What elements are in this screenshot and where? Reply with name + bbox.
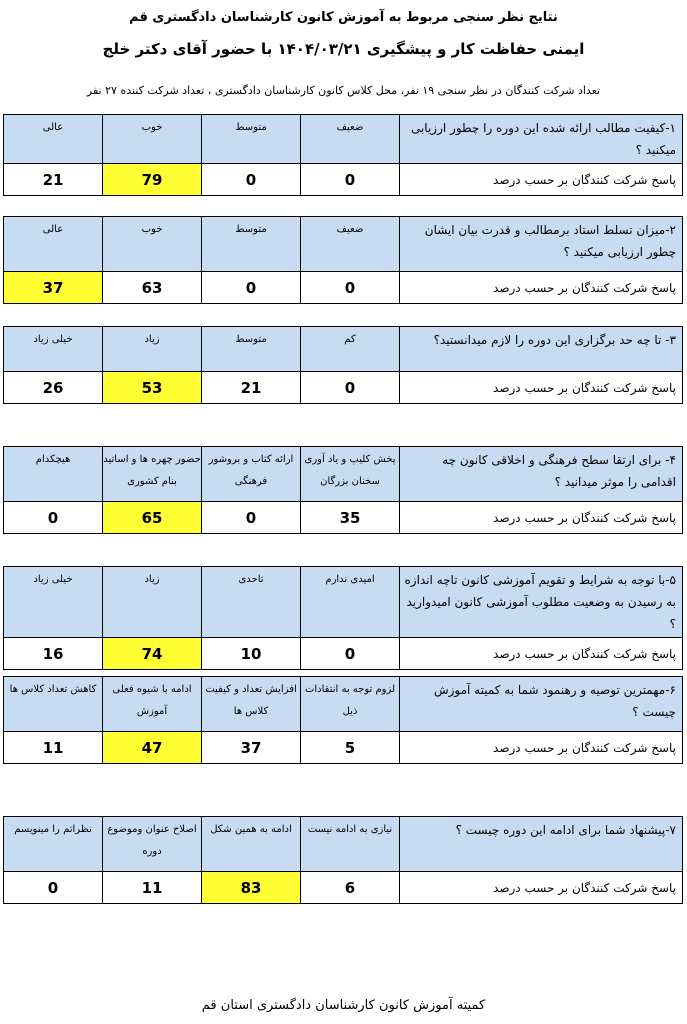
question-text: ۷-پیشنهاد شما برای ادامه این دوره چیست ؟ (400, 817, 683, 872)
option-label: زیاد (103, 327, 202, 372)
option-label: نظراتم را مینویسم (4, 817, 103, 872)
answer-label: پاسخ شرکت کنندگان بر حسب درصد (400, 872, 683, 904)
percent-value: 21 (4, 164, 103, 196)
percent-value: 21 (202, 372, 301, 404)
option-label: ادامه به همین شکل (202, 817, 301, 872)
footer-committee: کمیته آموزش کانون کارشناسان دادگستری استان قم (201, 998, 486, 1013)
highlighted-percent-value: 47 (103, 732, 202, 764)
highlighted-percent-value: 79 (103, 164, 202, 196)
option-label: افزایش تعداد و کیفیت کلاس ها (202, 677, 301, 732)
percent-value: 0 (301, 164, 400, 196)
option-label: کم (301, 327, 400, 372)
option-label: ادامه با شیوه فعلی آموزش (103, 677, 202, 732)
percent-value: 0 (301, 272, 400, 304)
option-label: لزوم توجه به انتقادات ذیل (301, 677, 400, 732)
question-table-5 (3, 566, 683, 670)
option-label: متوسط (202, 115, 301, 164)
option-label: متوسط (202, 327, 301, 372)
percent-value: 10 (202, 638, 301, 670)
option-label: نیازی به ادامه نیست (301, 817, 400, 872)
percent-value: 11 (4, 732, 103, 764)
course-title: ایمنی حفاظت کار و پیشگیری ۱۴۰۴/۰۳/۲۱ با حضور آقای دکتر خلج (102, 40, 585, 58)
option-label: تاحدی (202, 567, 301, 638)
option-label: خیلی زیاد (4, 327, 103, 372)
question-table-2 (3, 216, 683, 304)
answer-label: پاسخ شرکت کنندگان بر حسب درصد (400, 272, 683, 304)
option-label: کاهش تعداد کلاس ها (4, 677, 103, 732)
percent-value: 0 (202, 272, 301, 304)
question-table-6 (3, 676, 683, 764)
option-label: ضعیف (301, 115, 400, 164)
question-text: ۶-مهمترین توصیه و رهنمود شما به کمیته آموزش چیست ؟ (400, 677, 683, 732)
option-label: اصلاح عنوان وموضوع دوره (103, 817, 202, 872)
percent-value: 5 (301, 732, 400, 764)
question-text: ۳- تا چه حد برگزاری این دوره را لازم میدانستید؟ (400, 327, 683, 372)
highlighted-percent-value: 37 (4, 272, 103, 304)
option-label: خیلی زیاد (4, 567, 103, 638)
question-table-4 (3, 446, 683, 534)
highlighted-percent-value: 65 (103, 502, 202, 534)
answer-label: پاسخ شرکت کنندگان بر حسب درصد (400, 732, 683, 764)
question-table-1 (3, 114, 683, 196)
question-text: ۱-کیفیت مطالب ارائه شده این دوره را چطور ارزیابی میکنید ؟ (400, 115, 683, 164)
percent-value: 26 (4, 372, 103, 404)
highlighted-percent-value: 53 (103, 372, 202, 404)
answer-label: پاسخ شرکت کنندگان بر حسب درصد (400, 638, 683, 670)
option-label: متوسط (202, 217, 301, 272)
option-label: پخش کلیپ و یاد آوری سخنان بزرگان (301, 447, 400, 502)
percent-value: 0 (301, 638, 400, 670)
option-label: ضعیف (301, 217, 400, 272)
percent-value: 16 (4, 638, 103, 670)
percent-value: 0 (4, 872, 103, 904)
question-text: ۵-با توجه به شرایط و تقویم آموزشی کانون تاچه اندازه به رسیدن به وضعیت مطلوب آموزشی کانون امیدوارید ؟ (400, 567, 683, 638)
option-label: هیچکدام (4, 447, 103, 502)
percent-value: 63 (103, 272, 202, 304)
percent-value: 0 (301, 372, 400, 404)
report-title: نتایج نظر سنجی مربوط به آموزش کانون کارشناسان دادگستری قم (129, 10, 558, 25)
question-table-3 (3, 326, 683, 404)
option-label: امیدی ندارم (301, 567, 400, 638)
percent-value: 6 (301, 872, 400, 904)
option-label: خوب (103, 115, 202, 164)
participants-info: تعداد شرکت کنندگان در نظر سنجی ۱۹ نفر، محل کلاس کانون کارشناسان دادگستری ، تعداد شرکت کننده ۲۷ نفر (86, 84, 601, 97)
percent-value: 0 (4, 502, 103, 534)
percent-value: 37 (202, 732, 301, 764)
percent-value: 0 (202, 502, 301, 534)
percent-value: 35 (301, 502, 400, 534)
option-label: عالی (4, 115, 103, 164)
question-text: ۴- برای ارتقا سطح فرهنگی و اخلاقی کانون چه اقدامی را موثر میدانید ؟ (400, 447, 683, 502)
answer-label: پاسخ شرکت کنندگان بر حسب درصد (400, 164, 683, 196)
percent-value: 11 (103, 872, 202, 904)
option-label: حضور چهره ها و اساتید بنام کشوری (103, 447, 202, 502)
question-text: ۲-میزان تسلط استاد برمطالب و قدرت بیان ایشان چطور ارزیابی میکنید ؟ (400, 217, 683, 272)
option-label: عالی (4, 217, 103, 272)
question-table-7 (3, 816, 683, 904)
option-label: زیاد (103, 567, 202, 638)
answer-label: پاسخ شرکت کنندگان بر حسب درصد (400, 502, 683, 534)
option-label: خوب (103, 217, 202, 272)
answer-label: پاسخ شرکت کنندگان بر حسب درصد (400, 372, 683, 404)
percent-value: 0 (202, 164, 301, 196)
highlighted-percent-value: 74 (103, 638, 202, 670)
option-label: ارائه کتاب و بروشور فرهنگی (202, 447, 301, 502)
highlighted-percent-value: 83 (202, 872, 301, 904)
